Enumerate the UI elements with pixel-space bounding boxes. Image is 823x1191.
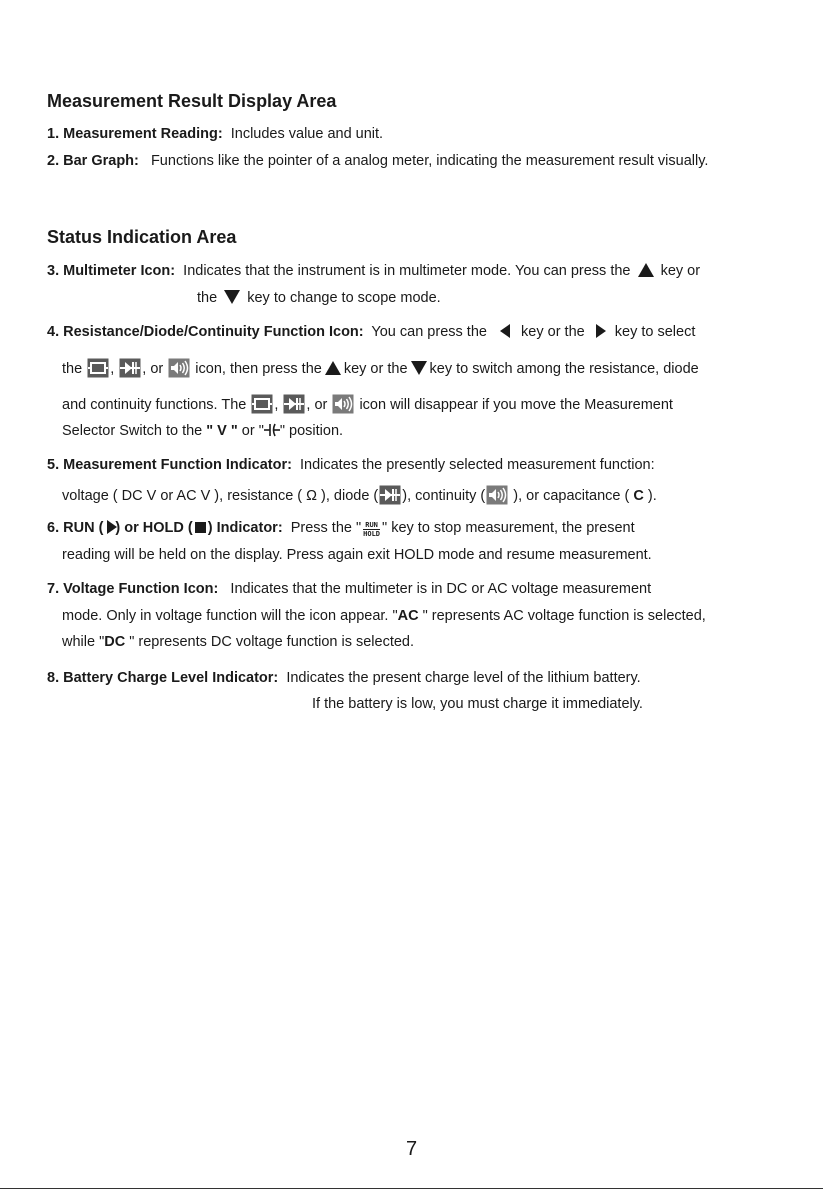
- item-4-text-c: key to select: [614, 324, 696, 340]
- item-2: [47, 151, 708, 171]
- item-4-text-f: , or: [142, 361, 164, 377]
- item-4-text-q: " position.: [279, 423, 344, 439]
- item-4-text-j: and continuity functions. The: [62, 397, 247, 413]
- item-4-text-l: , or: [306, 397, 328, 413]
- item-7-label: 7. Voltage Function Icon:: [47, 581, 219, 597]
- section-title-status: Status Indication Area: [47, 227, 237, 247]
- stop-square-icon: [195, 522, 206, 533]
- item-4-line-4: [62, 421, 343, 441]
- item-7-line-1: [47, 579, 651, 599]
- triangle-up-icon: [325, 361, 341, 375]
- item-4-line-1: [47, 322, 695, 342]
- diode-icon: [119, 358, 141, 378]
- item-3-line-2: [197, 288, 441, 308]
- item-5-text-c: ), continuity (: [402, 488, 486, 504]
- page-number: 7: [405, 1138, 418, 1160]
- item-1: [47, 124, 383, 144]
- continuity-icon: [168, 358, 190, 378]
- item-7-text-a: Indicates that the multimeter is in DC or AC voltage measurement: [230, 581, 652, 597]
- item-3-text-b: key or: [660, 263, 701, 279]
- diode-icon: [379, 485, 401, 505]
- item-4-text-m: icon will disappear if you move the Measurement: [359, 397, 673, 413]
- footer-rule: [0, 1188, 823, 1189]
- item-2-label: 2. Bar Graph:: [47, 153, 139, 169]
- item-4-text-d: the: [62, 361, 83, 377]
- item-1-text: Includes value and unit.: [230, 126, 384, 142]
- item-8-text-a: Indicates the present charge level of the lithium battery.: [286, 670, 641, 686]
- hold-key-label: HOLD: [363, 530, 381, 538]
- item-3-text-d: key to change to scope mode.: [247, 290, 441, 306]
- item-5-text-d: ), or capacitance (: [513, 488, 630, 504]
- item-8-line-1: [47, 668, 641, 688]
- item-5-line-1: [47, 455, 655, 475]
- item-4-text-h: key or the: [343, 361, 408, 377]
- diode-icon: [283, 394, 305, 414]
- triangle-right-icon: [592, 324, 608, 338]
- item-6-text-b: " key to stop measurement, the present: [382, 520, 635, 536]
- item-4-text-n: Selector Switch to the: [62, 423, 203, 439]
- item-4-text-p: or ": [241, 423, 264, 439]
- run-key-label: RUN: [363, 521, 380, 530]
- item-8-line-2: [312, 694, 643, 714]
- triangle-left-icon: [498, 324, 514, 338]
- triangle-down-icon: [224, 290, 240, 304]
- item-6-line-2: [62, 545, 652, 565]
- item-3-text-c: the: [197, 290, 218, 306]
- item-2-text: Functions like the pointer of a analog meter, indicating the measurement result visually.: [150, 153, 709, 169]
- capacitance-icon: [264, 423, 280, 437]
- item-4-text-k: ,: [274, 397, 279, 413]
- item-1-label: 1. Measurement Reading:: [47, 126, 223, 142]
- item-4-text-b: key or the: [521, 324, 585, 340]
- item-5-text-f: ).: [647, 488, 657, 504]
- triangle-up-icon: [638, 263, 654, 277]
- item-6-text-c: reading will be held on the display. Press again exit HOLD mode and resume measurement.: [62, 547, 652, 563]
- item-3-line-1: [47, 261, 700, 281]
- item-7-line-2: [62, 606, 706, 626]
- item-8-label: 8. Battery Charge Level Indicator:: [47, 670, 279, 686]
- triangle-right-icon: [103, 520, 115, 534]
- item-6-label-b: ) or HOLD (: [115, 520, 193, 536]
- item-4-text-e: ,: [110, 361, 115, 377]
- run-hold-key-icon: [363, 521, 380, 538]
- item-7-text-b: mode. Only in voltage function will the icon appear. ": [62, 608, 398, 624]
- item-6-label-c: ) Indicator:: [207, 520, 283, 536]
- section-title-measurement: Measurement Result Display Area: [47, 91, 337, 111]
- item-7-dc: DC: [104, 634, 126, 650]
- item-7-text-c: " represents AC voltage function is selected,: [422, 608, 706, 624]
- continuity-icon: [486, 485, 508, 505]
- triangle-down-icon: [411, 361, 427, 375]
- item-7-line-3: [62, 632, 414, 652]
- item-7-text-d: while ": [62, 634, 105, 650]
- continuity-icon: [332, 394, 354, 414]
- item-5-text-e: C: [633, 488, 644, 504]
- item-4-line-3: [62, 394, 673, 415]
- item-5-line-2: [62, 485, 657, 506]
- item-4-text-i: key to switch among the resistance, diode: [429, 361, 699, 377]
- item-4-text-o: " V ": [206, 423, 238, 439]
- item-4-line-2: [62, 358, 699, 379]
- item-8-text-b: If the battery is low, you must charge it immediately.: [312, 696, 643, 712]
- item-6-text-a: Press the ": [290, 520, 362, 536]
- resistance-icon: [87, 358, 109, 378]
- item-5-text-b: voltage ( DC V or AC V ), resistance ( Ω ), diode (: [62, 488, 379, 504]
- item-6-label-a: 6. RUN (: [47, 520, 104, 536]
- item-3-label: 3. Multimeter Icon:: [47, 263, 176, 279]
- item-6-line-1: [47, 518, 635, 538]
- item-5-label: 5. Measurement Function Indicator:: [47, 457, 292, 473]
- item-7-ac: AC: [397, 608, 419, 624]
- item-4-text-a: You can press the: [371, 324, 487, 340]
- item-4-label: 4. Resistance/Diode/Continuity Function Icon:: [47, 324, 364, 340]
- item-5-text-a: Indicates the presently selected measurement function:: [299, 457, 655, 473]
- item-7-text-e: " represents DC voltage function is selected.: [129, 634, 415, 650]
- resistance-icon: [251, 394, 273, 414]
- item-3-text-a: Indicates that the instrument is in multimeter mode. You can press the: [183, 263, 631, 279]
- item-4-text-g: icon, then press the: [195, 361, 322, 377]
